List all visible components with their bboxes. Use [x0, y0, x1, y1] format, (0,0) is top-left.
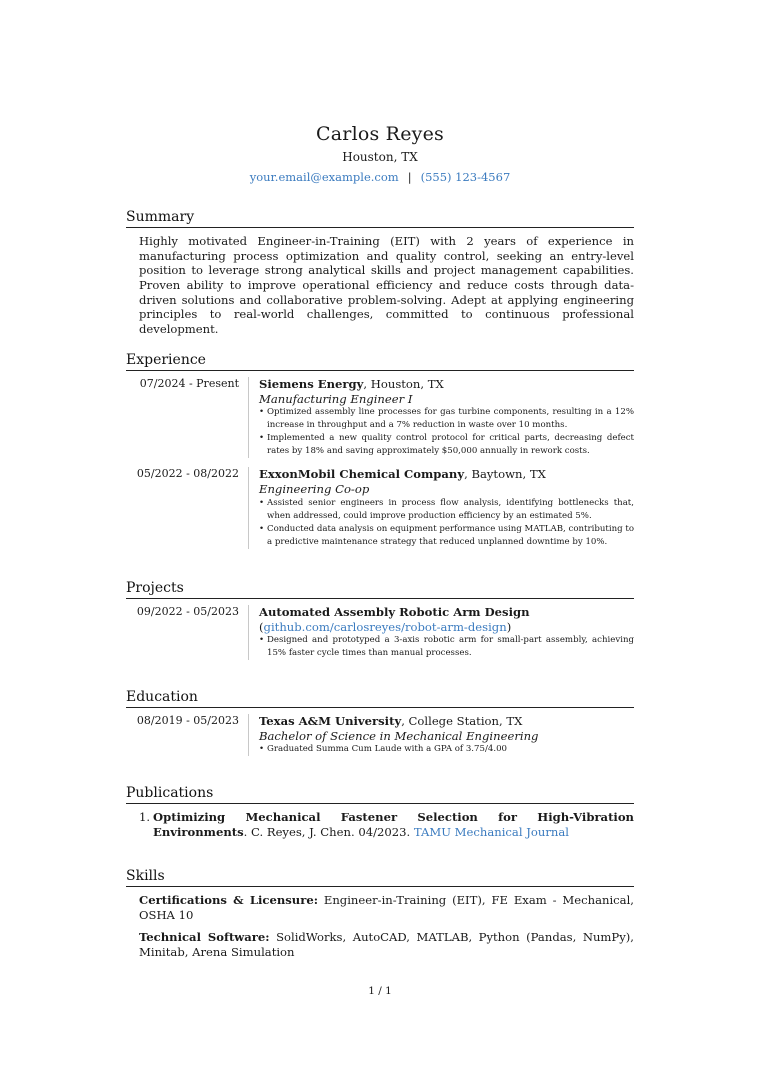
- entry-org-line: [259, 467, 634, 482]
- projects-section: [126, 579, 634, 660]
- section-divider: [126, 886, 634, 887]
- paren-close: ): [506, 619, 512, 634]
- publications-section: [126, 784, 634, 839]
- section-title: Education: [126, 689, 198, 705]
- bullet-item: • Implemented a new quality control protocol for critical parts, decreasing defect rates by 18% and saving approximately $50,000 annually in rework costs.: [259, 432, 634, 458]
- publication-title: Optimizing Mechanical Fastener Selection for High-Vibration Environments: [153, 810, 634, 839]
- section-title: Skills: [126, 868, 165, 884]
- skill-label: Technical Software:: [139, 930, 270, 945]
- contact-line: [0, 169, 760, 185]
- candidate-name: Carlos Reyes: [316, 123, 444, 145]
- section-divider: [126, 803, 634, 804]
- bullet-item: • Designed and prototyped a 3-axis robotic arm for small-part assembly, achieving 15% faster cycle times than manual processes.: [259, 634, 634, 660]
- education-section: [126, 688, 634, 756]
- skill-value: Engineer-in-Training (EIT), FE Exam - Mechanical, OSHA 10: [139, 893, 634, 922]
- project-name: Automated Assembly Robotic Arm Design: [259, 605, 530, 620]
- publication-item: [126, 810, 634, 839]
- page-number: 1 / 1: [368, 985, 392, 997]
- section-divider: [126, 370, 634, 371]
- phone-link[interactable]: (555) 123-4567: [420, 170, 511, 184]
- entry-body: [248, 605, 634, 660]
- skill-row: [126, 930, 634, 959]
- paren-open: (: [259, 619, 264, 634]
- publication-authors: . C. Reyes, J. Chen. 04/2023.: [243, 824, 414, 839]
- publication-text: [153, 810, 634, 839]
- entry-bullets: [259, 497, 634, 549]
- bullet-item: • Optimized assembly line processes for gas turbine components, resulting in a 12% increase in throughput and a 7% reduction in waste over 10 months.: [259, 406, 634, 432]
- experience-entry: [126, 467, 634, 548]
- bullet-item: • Graduated Summa Cum Laude with a GPA of 3.75/4.00: [259, 743, 634, 756]
- section-title: Publications: [126, 785, 214, 801]
- project-entry: [126, 605, 634, 660]
- contact-separator: |: [407, 170, 412, 184]
- entry-body: [248, 467, 634, 548]
- entry-org: Siemens Energy: [259, 377, 364, 392]
- entry-org: ExxonMobil Chemical Company: [259, 467, 465, 482]
- candidate-location: Houston, TX: [342, 150, 418, 164]
- section-title: Experience: [126, 352, 206, 368]
- entry-dates: 07/2024 - Present: [139, 377, 239, 391]
- summary-text: Highly motivated Engineer-in-Training (EIT) with 2 years of experience in manufacturing process optimization and quality control, seeking an entry-level position to leverage strong analytical skills and project management capabilities. Proven ability to improve operational efficiency and reduce costs through data-driven solutions and collaborative problem-solving. Adept at applying engineering principles to real-world challenges, committed to continuous professional development.: [139, 234, 634, 336]
- entry-location: , Houston, TX: [363, 377, 444, 392]
- entry-body: [248, 377, 634, 458]
- email-link[interactable]: your.email@example.com: [249, 170, 399, 184]
- section-title: Summary: [126, 209, 195, 225]
- section-divider: [126, 598, 634, 599]
- experience-entry: [126, 377, 634, 458]
- education-entry: [126, 714, 634, 756]
- bullet-item: • Conducted data analysis on equipment performance using MATLAB, contributing to a predictive maintenance strategy that reduced unplanned downtime by 10%.: [259, 523, 634, 549]
- resume-header: [0, 121, 760, 185]
- publication-venue-link[interactable]: TAMU Mechanical Journal: [413, 824, 569, 839]
- publication-number: 1.: [139, 810, 151, 825]
- section-title: Projects: [126, 580, 184, 596]
- project-title-line: [259, 605, 634, 634]
- skill-row: [126, 893, 634, 922]
- entry-org-line: [259, 377, 634, 392]
- entry-bullets: [259, 743, 634, 756]
- entry-bullets: [259, 406, 634, 458]
- entry-dates: 08/2019 - 05/2023: [136, 714, 239, 728]
- skill-label: Certifications & Licensure:: [139, 893, 318, 908]
- entry-role: Manufacturing Engineer I: [259, 391, 413, 406]
- entry-body: [248, 714, 634, 756]
- experience-section: [126, 351, 634, 549]
- entry-role: Engineering Co-op: [259, 482, 370, 497]
- entry-location: , Baytown, TX: [464, 467, 546, 482]
- bullet-item: • Assisted senior engineers in process flow analysis, identifying bottlenecks that, when addressed, could improve production efficiency by an estimated 5%.: [259, 497, 634, 523]
- entry-org: Texas A&M University: [259, 714, 402, 729]
- section-divider: [126, 227, 634, 228]
- skill-value: SolidWorks, AutoCAD, MATLAB, Python (Pandas, NumPy), Minitab, Arena Simulation: [139, 930, 634, 960]
- project-link[interactable]: github.com/carlosreyes/robot-arm-design: [263, 619, 507, 634]
- entry-dates: 05/2022 - 08/2022: [136, 467, 239, 481]
- entry-org-line: [259, 714, 634, 729]
- entry-dates: 09/2022 - 05/2023: [136, 605, 239, 619]
- entry-bullets: [259, 634, 634, 660]
- summary-section: [126, 208, 634, 336]
- entry-degree: Bachelor of Science in Mechanical Engineering: [259, 728, 539, 743]
- section-divider: [126, 707, 634, 708]
- skills-section: [126, 867, 634, 960]
- entry-location: , College Station, TX: [401, 714, 523, 729]
